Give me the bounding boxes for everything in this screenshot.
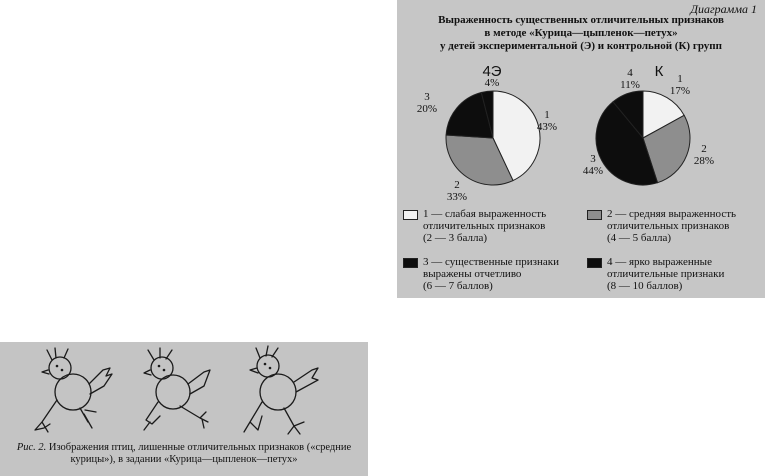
pie-2-label-2: 2 28% <box>693 143 715 167</box>
pie-charts <box>397 0 765 298</box>
pie-2-label-3: 3 44% <box>582 153 604 177</box>
legend-text: 2 — средняя выраженность отличительных признаков (4 — 5 балла) <box>607 208 737 244</box>
pie-1-label-2: 2 33% <box>446 179 468 203</box>
legend-text: 4 — ярко выраженные отличительные признаки (8 — 10 баллов) <box>607 256 725 292</box>
diagram-title: Выраженность существенных отличительных признаков в методе «Курица—цыпленок—петух» у детей экспериментальной (Э) и контрольной (К) групп <box>438 14 724 52</box>
legend-swatch <box>403 210 418 220</box>
pie-1-label-4: 4% <box>484 77 500 89</box>
figure-caption-lead: Рис. 2. <box>16 442 47 453</box>
pie-2-title: К <box>654 63 664 80</box>
figure-caption-text: Изображения птиц, лишенные отличительных признаков («средние курицы»), в задании «Курица—цыпленок—петух» <box>48 442 352 465</box>
bird-drawing-3 <box>244 346 318 434</box>
pie-1-label-1: 1 43% <box>536 109 558 133</box>
pie-2-label-1: 1 17% <box>669 73 691 97</box>
bird-drawing-1 <box>35 348 112 432</box>
legend-text: 1 — слабая выраженность отличительных признаков (2 — 3 балла) <box>423 208 547 244</box>
legend-swatch <box>587 258 602 268</box>
pie-1-title: 4Э <box>482 63 502 80</box>
pie-2-label-4: 4 11% <box>620 67 640 91</box>
diagram-panel <box>397 0 765 298</box>
legend-swatch <box>587 210 602 220</box>
bird-drawing-2 <box>144 348 210 430</box>
diagram-number-label: Диаграмма 1 <box>690 2 757 16</box>
legend-text: 3 — существенные признаки выражены отчетливо (6 — 7 баллов) <box>423 256 559 292</box>
pie-1-label-3: 3 20% <box>416 91 438 115</box>
legend-swatch <box>403 258 418 268</box>
figure-caption <box>0 442 368 466</box>
figure-panel <box>0 342 368 476</box>
bird-drawings <box>0 342 368 442</box>
